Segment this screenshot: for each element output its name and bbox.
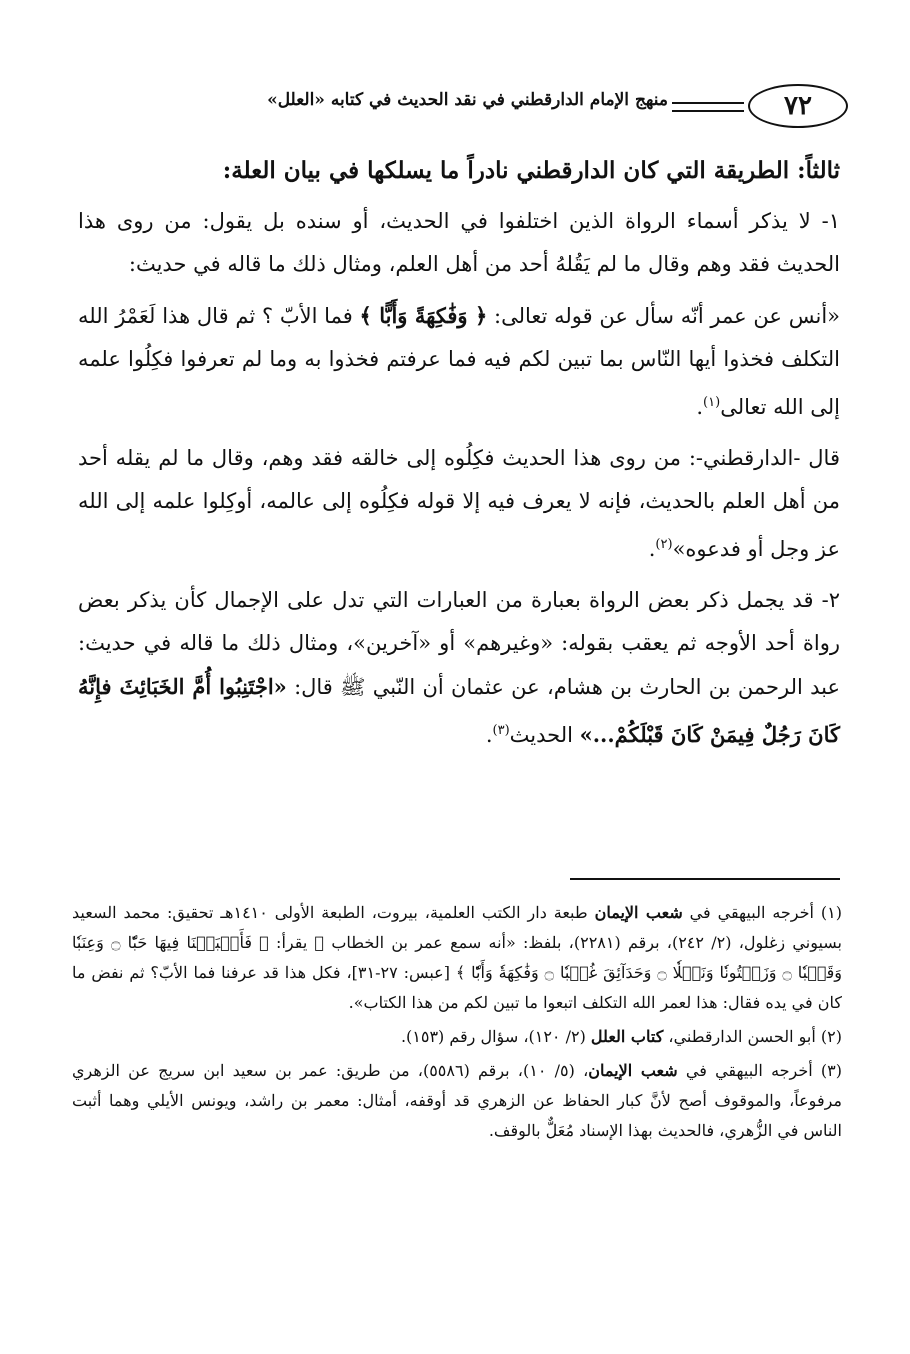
footnote-2-book: كتاب العلل xyxy=(590,1027,664,1046)
page-header xyxy=(78,84,848,130)
footnote-ref-3[interactable]: (٣) xyxy=(492,723,510,738)
paragraph-3-end: . xyxy=(648,537,656,561)
footnote-1-book: شعب الإيمان xyxy=(594,903,683,922)
footnote-2-a: (٢) أبو الحسن الدارقطني، xyxy=(663,1027,842,1046)
paragraph-4 xyxy=(78,579,840,757)
footnote-1 xyxy=(72,898,842,1018)
paragraph-4-text: ٢- قد يجمل ذكر بعض الرواة بعبارة من العبارات التي تدل على الإجمال كأن يذكر بعض رواة أحد الأوجه ثم يعقب بقوله: «وغيرهم» أو «آخرين»، ومثال ذلك ما قاله في حديث: عبد الرحمن بن الحارث بن هشام، عن عثمان أن النّبي ﷺ قال: xyxy=(78,588,840,699)
footnote-2-c: (٢/ ١٢٠)، سؤال رقم (١٥٣). xyxy=(400,1027,591,1046)
quran-verse: ﴿ وَفَٰكِهَةً وَأَبًّا ﴾ xyxy=(359,303,488,328)
footnote-2 xyxy=(72,1022,842,1052)
footnotes xyxy=(72,898,842,1150)
footnote-3 xyxy=(72,1056,842,1146)
paragraph-2-before: «أنس عن عمر أنّه سأل عن قوله تعالى: xyxy=(487,304,841,328)
footnote-1-c: طبعة دار الكتب العلمية، بيروت، الطبعة الأولى ١٤١٠هـ تحقيق: محمد السعيد بسيوني زغلول، (٢/ ٢٤٢)، برقم (٢٢٨١)، بلفظ: «أنه سمع عمر بن الخطاب ﷺ يقرأ: ﴿ فَأَنۢبَتۡنَا فِيهَا حَبّٗا ۝ وَعِنَبٗا وَقَضۡبٗا ۝ وَزَيۡتُونٗا وَنَخۡلٗا ۝ وَحَدَآئِقَ غُلۡبٗا ۝ وَفَٰكِهَةٗ وَأَبّٗا ﴾ [عبس: ٢٧-٣١]، فكل هذا قد عرفنا فما الأبّ؟ ثم نفض ما كان في يده فقال: هذا لعمر الله التكلف اتبعوا ما تبين لكم من هذا الكتاب». xyxy=(72,903,843,1012)
section-heading: ثالثاً: الطريقة التي كان الدارقطني نادراً ما يسلكها في بيان العلة: xyxy=(222,157,840,184)
running-title: منهج الإمام الدارقطني في نقد الحديث في كتابه «العلل» xyxy=(267,90,668,110)
paragraph-2-end: . xyxy=(696,395,704,419)
footnote-3-book: شعب الإيمان xyxy=(588,1061,678,1080)
main-text xyxy=(78,150,840,765)
footnote-3-a: (٣) أخرجه البيهقي في xyxy=(677,1061,843,1080)
header-rule-right xyxy=(672,102,744,112)
hadith-text: «اجْتَنِبُوا أُمَّ الخَبَائِثَ فإِنَّهُ كَانَ رَجُلٌ فِيمَنْ كَانَ قَبْلَكُمْ...» xyxy=(78,674,840,747)
footnote-separator xyxy=(570,878,840,880)
paragraph-3 xyxy=(78,437,840,571)
paragraph-4-after: الحديث xyxy=(509,723,580,747)
paragraph-1: ١- لا يذكر أسماء الرواة الذين اختلفوا في الحديث، أو سنده بل يقول: من روى هذا الحديث فقد وهم وقال ما لم يَقُلهُ أحد من أهل العلم، ومثال ذلك ما قاله في حديث: xyxy=(78,209,840,276)
footnote-1-a: (١) أخرجه البيهقي في xyxy=(682,903,842,922)
paragraph-2 xyxy=(78,294,840,429)
paragraph-3-text: قال -الدارقطني-: من روى هذا الحديث فكِلُوه إلى خالقه فقد وهم، وقال ما لم يقله أحد من أهل العلم بالحديث، فإنه لا يعرف فيه إلا قوله فكِلُوه إلى عالمه، أوكِلوا علمه إلى الله عز وجل أو فدعوه» xyxy=(78,446,840,561)
footnote-ref-2[interactable]: (٢) xyxy=(655,537,673,552)
paragraph-4-end: . xyxy=(485,723,493,747)
footnote-ref-1[interactable]: (١) xyxy=(703,395,721,410)
page-number: ٧٢ xyxy=(748,84,848,128)
paragraph-2-after: فما الأبّ ؟ ثم قال هذا لَعَمْرُ الله التكلف فخذوا أيها النّاس بما تبين لكم فيه فما عرفتم فخذوا به وما لم تعرفوا فكِلُوا علمه إلى الله تعالى xyxy=(78,304,840,419)
footnote-3-c: ، (٥/ ١٠)، برقم (٥٥٨٦)، من طريق: عمر بن سعيد ابن سريج عن الزهري مرفوعاً، والموقوف أصح لأنَّ كبار الحفاظ عن الزهري قد أوقفه، أمثال: معمر بن راشد، ويونس الأيلي وهما أثبت الناس في الزُّهري، فالحديث بهذا الإسناد مُعَلٌّ بالوقف. xyxy=(72,1061,842,1140)
